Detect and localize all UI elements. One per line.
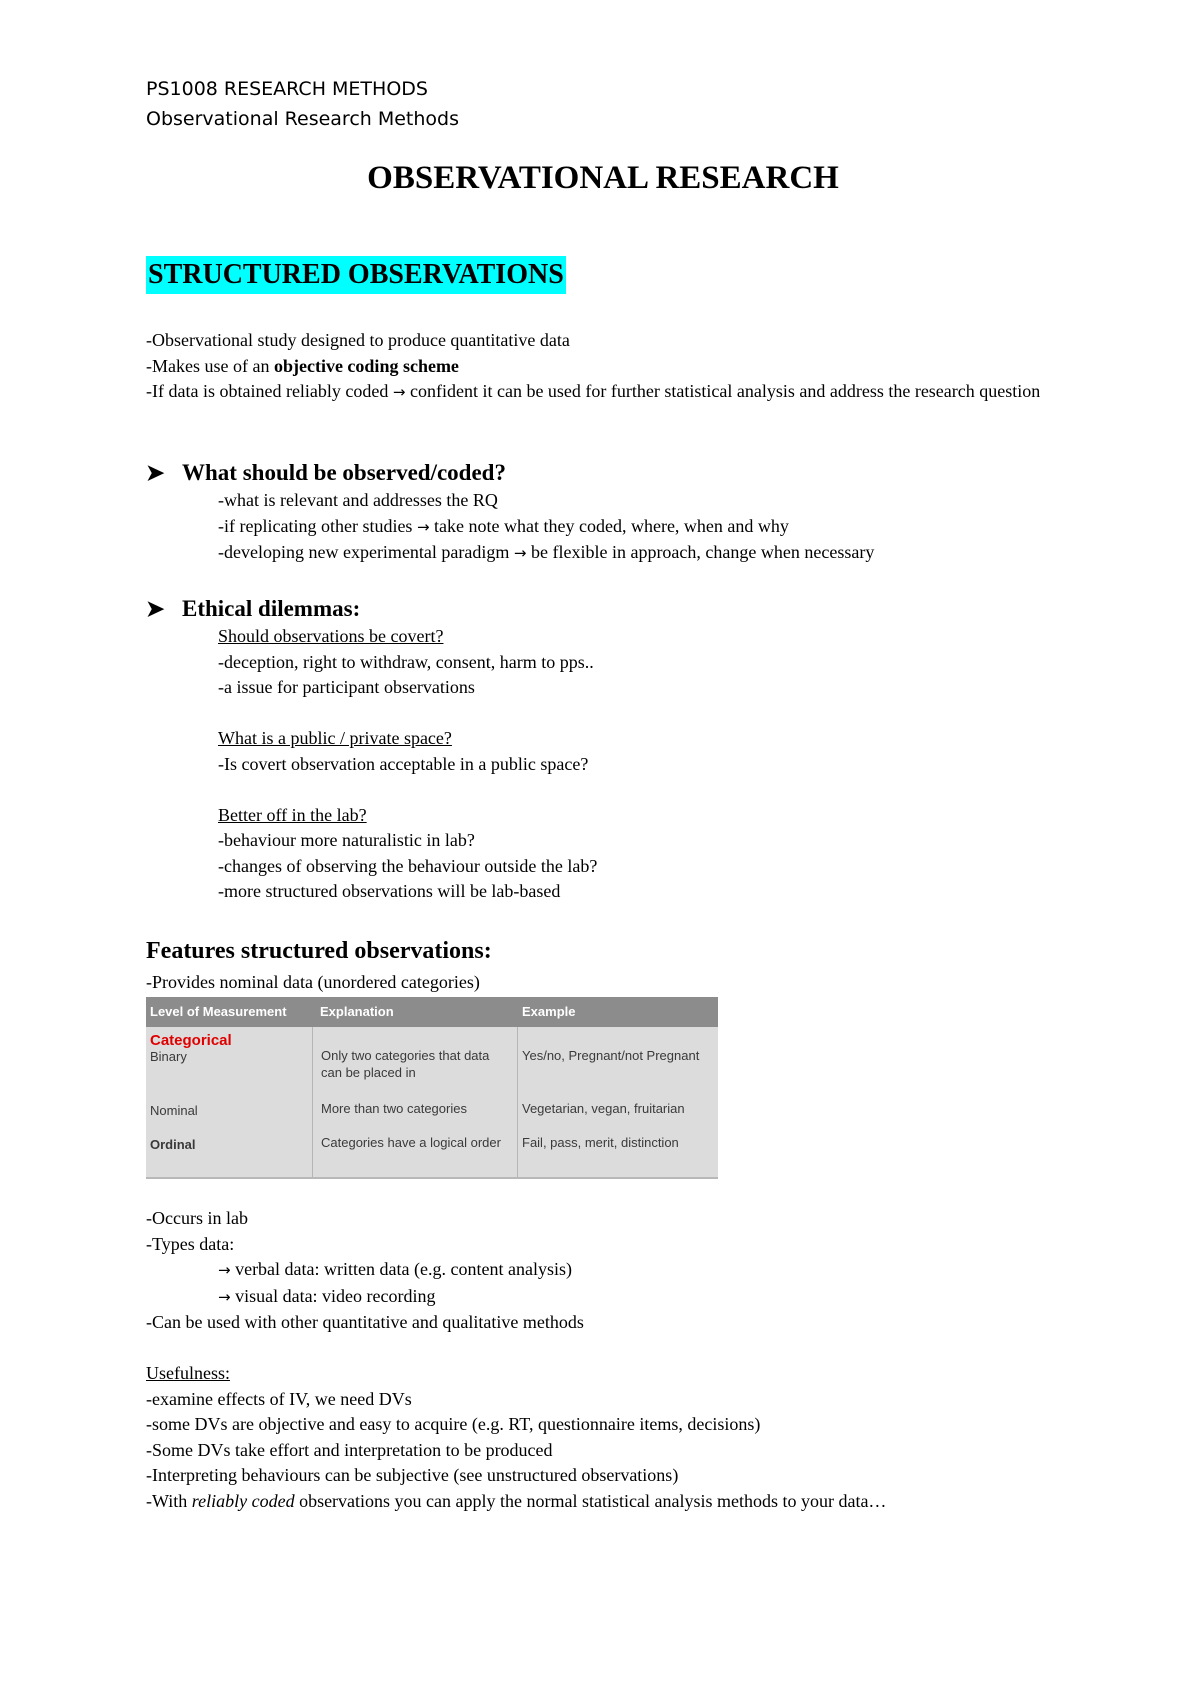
table-divider: [517, 1027, 518, 1177]
arrow-icon: →: [392, 383, 406, 401]
after-table-line-4: → visual data: video recording: [218, 1285, 436, 1306]
reliably-coded-italic: reliably coded: [191, 1490, 295, 1511]
ethical-heading: ➤ Ethical dilemmas:: [182, 594, 1060, 624]
usefulness-line-4: -Interpreting behaviours can be subjective (see unstructured observations): [146, 1465, 679, 1485]
table-header-level: Level of Measurement: [150, 1004, 287, 1019]
table-row-ordinal-example: Fail, pass, merit, distinction: [522, 1135, 679, 1150]
usefulness-line-1: -examine effects of IV, we need DVs: [146, 1388, 412, 1409]
arrow-icon: →: [218, 1287, 231, 1306]
after-table-line-1: -Occurs in lab: [146, 1208, 248, 1228]
course-code: PS1008 RESEARCH METHODS: [146, 78, 428, 100]
ethical-covert-line-2: -a issue for participant observations: [218, 677, 475, 697]
table-row-binary-level: Binary: [150, 1049, 187, 1064]
table-header-explanation: Explanation: [320, 1004, 394, 1019]
ethical-lab-line-3: -more structured observations will be lab-based: [218, 881, 561, 901]
usefulness-line-2: -some DVs are objective and easy to acquire (e.g. RT, questionnaire items, decisions): [146, 1414, 761, 1434]
features-line-1: -Provides nominal data (unordered categories): [146, 972, 480, 992]
ethical-covert-line-1: -deception, right to withdraw, consent, harm to pps..: [218, 651, 594, 672]
objective-coding-scheme: objective coding scheme: [273, 355, 459, 376]
arrow-icon: →: [416, 517, 430, 536]
ethical-lab-line-1: -behaviour more naturalistic in lab?: [218, 830, 475, 850]
table-divider: [312, 1027, 313, 1177]
table-row-nominal-example: Vegetarian, vegan, fruitarian: [522, 1101, 685, 1116]
document-title: OBSERVATIONAL RESEARCH: [367, 160, 839, 196]
table-row-nominal-explanation: More than two categories: [321, 1101, 467, 1116]
usefulness-line-3: -Some DVs take effort and interpretation to be produced: [146, 1439, 553, 1460]
what-observed-line-2: -if replicating other studies → take note what they coded, where, when and why: [218, 515, 789, 536]
section-title-highlighted: STRUCTURED OBSERVATIONS: [146, 256, 566, 294]
after-table-line-5: -Can be used with other quantitative and qualitative methods: [146, 1312, 584, 1332]
blank-line: [146, 1336, 1060, 1362]
after-table-line-3: → verbal data: written data (e.g. content analysis): [218, 1259, 572, 1279]
ethical-question-space: What is a public / private space?: [218, 728, 452, 748]
table-body: [146, 1027, 718, 1177]
features-heading: Features structured observations:: [146, 938, 492, 964]
arrow-icon: →: [513, 544, 527, 562]
ethical-lab-line-2: -changes of observing the behaviour outside the lab?: [218, 855, 598, 876]
what-observed-line-3: -developing new experimental paradigm → be flexible in approach, change when necessary: [218, 542, 875, 562]
blank-line: [182, 777, 1060, 803]
what-observed-line-1: -what is relevant and addresses the RQ: [218, 490, 498, 510]
usefulness-line-5: -With reliably coded observations you can apply the normal statistical analysis methods to your data…: [146, 1490, 887, 1511]
what-observed-heading: ➤ What should be observed/coded?: [182, 458, 1060, 488]
usefulness-heading: Usefulness:: [146, 1363, 230, 1383]
table-row-binary-explanation: Only two categories that data can be placed in: [321, 1048, 490, 1080]
levels-of-measurement-table: [146, 997, 718, 1179]
document-header: [146, 74, 459, 134]
ethical-section: [146, 594, 1060, 905]
intro-line-2: -Makes use of an objective coding scheme: [146, 355, 459, 376]
arrowhead-bullet-icon: ➤: [146, 596, 165, 621]
what-observed-section: [146, 458, 1060, 567]
table-row-ordinal-level: Ordinal: [150, 1137, 196, 1152]
table-row-nominal-level: Nominal: [150, 1103, 198, 1118]
table-row-binary-example: Yes/no, Pregnant/not Pregnant: [522, 1048, 700, 1063]
ethical-question-covert: Should observations be covert?: [218, 626, 444, 646]
intro-line-3: -If data is obtained reliably coded → confident it can be used for further statistical analysis and address the research question: [146, 381, 1041, 401]
blank-line: [182, 701, 1060, 727]
arrow-icon: →: [218, 1261, 231, 1279]
table-header-row: [146, 997, 718, 1027]
intro-line-1: -Observational study designed to produce quantitative data: [146, 330, 570, 350]
after-table-line-2: -Types data:: [146, 1233, 235, 1254]
table-row-ordinal-explanation: Categories have a logical order: [321, 1135, 501, 1150]
arrowhead-bullet-icon: ➤: [146, 460, 165, 485]
ethical-space-line-1: -Is covert observation acceptable in a public space?: [218, 753, 589, 774]
intro-paragraph: [146, 328, 1060, 406]
ethical-question-lab: Better off in the lab?: [218, 804, 367, 825]
after-table-section: [146, 1206, 1060, 1514]
category-label: Categorical: [150, 1032, 232, 1049]
table-header-example: Example: [522, 1004, 576, 1019]
course-subtitle: Observational Research Methods: [146, 108, 460, 130]
